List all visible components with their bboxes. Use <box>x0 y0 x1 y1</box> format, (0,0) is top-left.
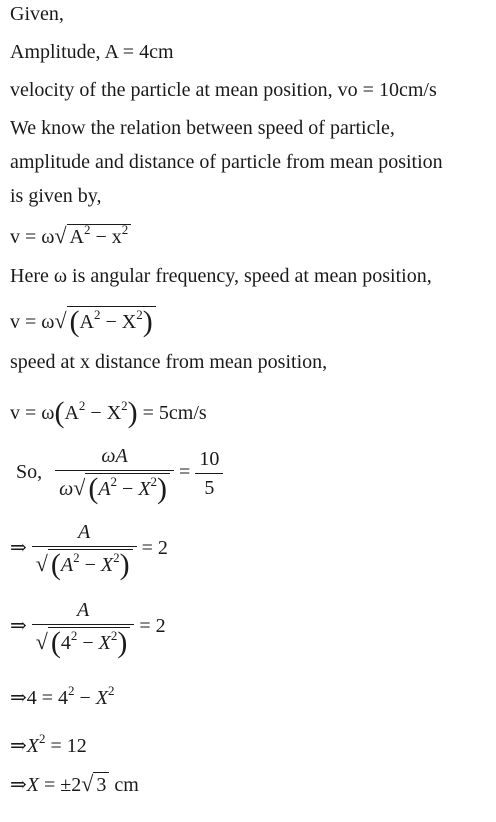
speed-x-text: speed at x distance from mean position, <box>10 351 328 373</box>
given-text: Given, <box>10 3 64 25</box>
fraction-ten-five: $\frac{10}{5}$ <box>195 447 223 500</box>
equation-step-2: ⇒ $\frac{A}{√ (4^2 - X^2)}$ = 2 <box>10 599 166 659</box>
here-omega-text: Here ω is angular frequency, speed at mean position, <box>10 265 432 287</box>
sqrt-icon: √ <box>81 771 94 796</box>
sqrt-body: $A^2 - x^2$ <box>67 224 132 251</box>
equation-result: ⇒X = ±2√ 3 cm <box>10 771 139 796</box>
fraction-step-2: $\frac{A}{√ (4^2 - X^2)}$ <box>32 598 135 657</box>
relation-text-3: is given by, <box>10 185 102 207</box>
relation-text-1: We know the relation between speed of particle, <box>10 117 395 139</box>
sqrt-icon: √ <box>54 308 67 333</box>
equation-step-1: ⇒ $\frac{A}{√ (A^2 - X^2)}$ = 2 <box>10 521 168 581</box>
relation-text-2: amplitude and distance of particle from mean position <box>10 151 443 173</box>
equation-step-3: ⇒4 = $4^2 - X^2$ <box>10 683 115 709</box>
equation-v-basic: v = ω√ $A^2 - x^2$ <box>10 224 131 251</box>
equation-v-x: $v = \omega(A^2 - X^2) = 5cm/s$ <box>10 396 207 429</box>
equation-v-mean: v = ω√ $(A^2 - X^2)$ <box>10 306 156 336</box>
velocity-text: velocity of the particle at mean position, vo = 10cm/s <box>10 79 437 101</box>
sqrt-body: $(A^2 - X^2)$ <box>67 306 156 336</box>
equation-so: So, $\frac{\omega A}{\omega√ (A^2 - X^2)}$ = $\frac{10}{5}$ <box>16 444 223 503</box>
equation-step-4: $\Rightarrow X^2 = 12$ <box>10 731 87 757</box>
sqrt-icon: √ <box>54 223 67 248</box>
fraction-ratio: $\frac{\omega A}{\omega√ (A^2 - X^2)}$ <box>55 444 174 503</box>
amplitude-text: Amplitude, A = 4cm <box>10 41 174 63</box>
fraction-step-1: $\frac{A}{√ (A^2 - X^2)}$ <box>32 520 137 579</box>
